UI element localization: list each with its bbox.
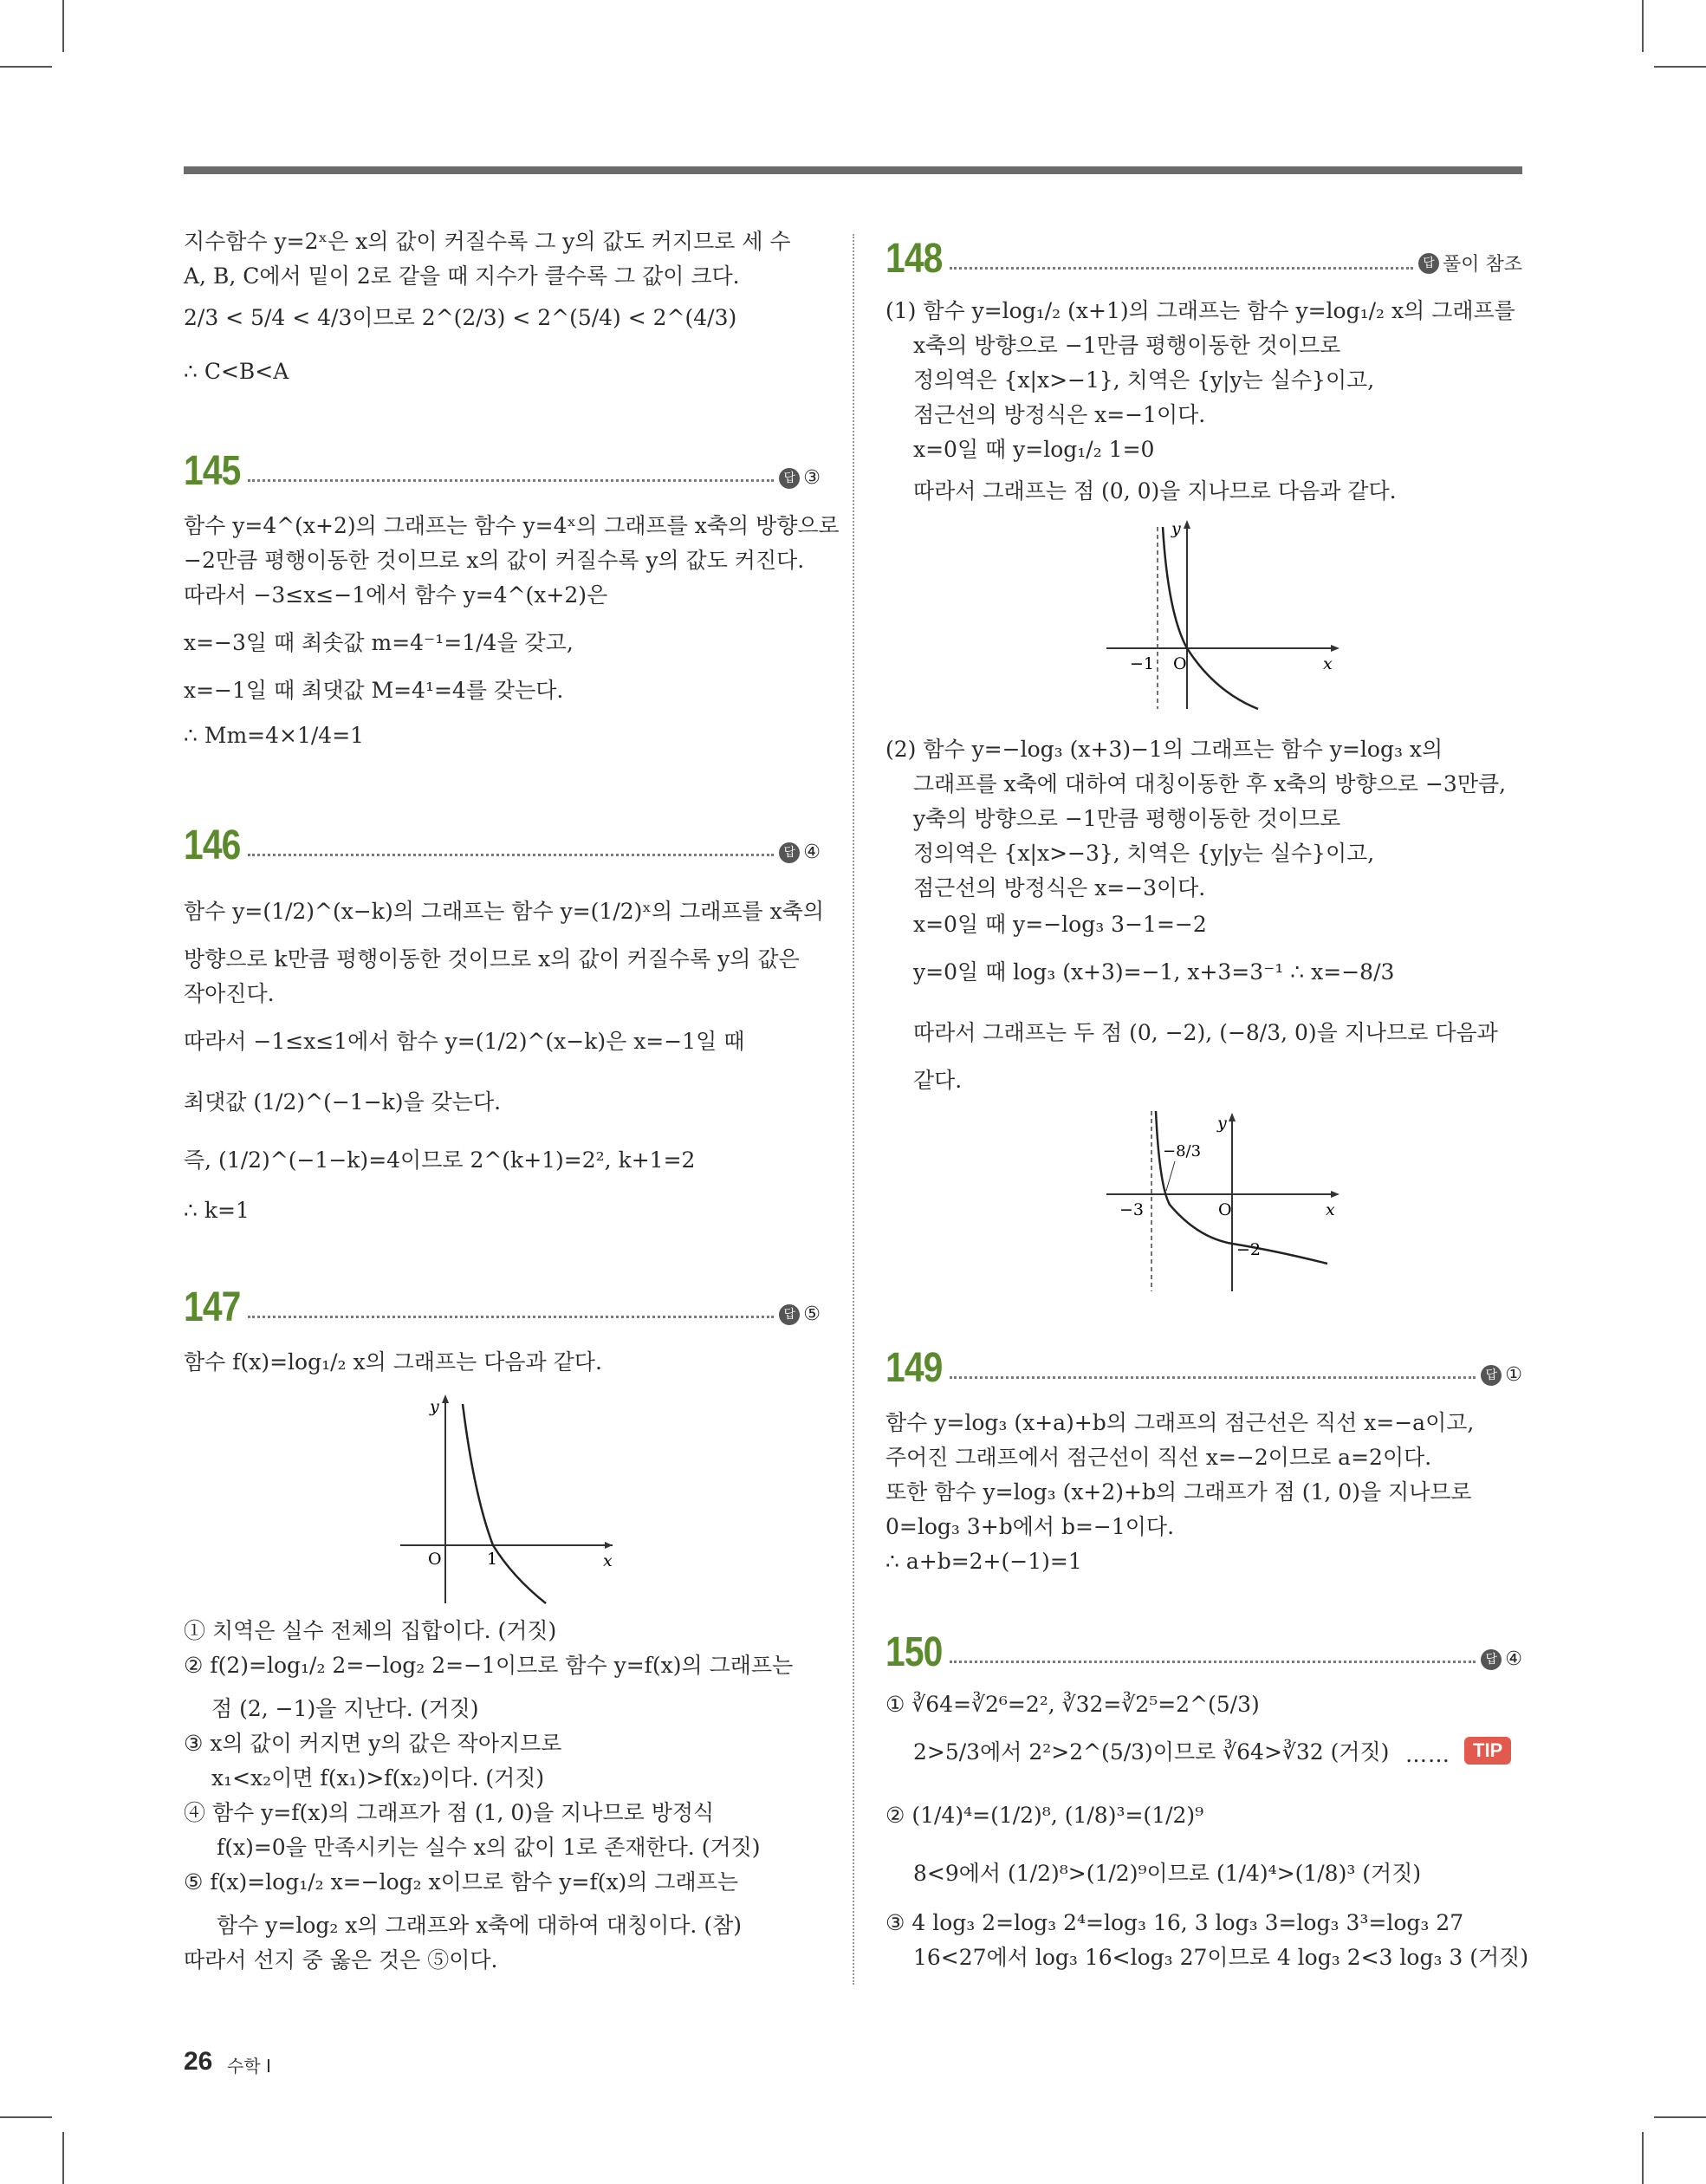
origin-label: O [428,1550,442,1569]
page-number: 26 [184,2047,213,2076]
text-line: 점근선의 방정식은 x=−1이다. [913,402,1206,427]
answer [1481,1648,1522,1670]
text-line: 함수 y=(1/2)^(x−k)의 그래프는 함수 y=(1/2)ˣ의 그래프를 x축의 [184,899,825,924]
leader-dots [950,1661,1476,1663]
problem-number: 146 [184,822,241,868]
answer [1418,250,1522,276]
text-line: ⑤ f(x)=log₁/₂ x=−log₂ x이므로 함수 y=f(x)의 그래프는 [184,1869,739,1895]
text-line: x=0일 때 y=log₁/₂ 1=0 [913,437,1155,462]
text-line: 0=log₃ 3+b에서 b=−1이다. [885,1514,1175,1539]
tick-label: −1 [1130,654,1155,673]
text-line: 점근선의 방정식은 x=−3이다. [913,875,1206,900]
answer-value: ④ [803,842,821,863]
text-line: f(x)=0을 만족시키는 실수 x의 값이 1로 존재한다. (거짓) [217,1835,761,1860]
tick-label-fraction: −8/3 [1163,1142,1202,1160]
answer-value: ① [1505,1364,1522,1386]
tick-label-x: −3 [1119,1200,1145,1219]
answer-value: 풀이 참조 [1442,254,1522,276]
text-line: 방향으로 k만큼 평행이동한 것이므로 x의 값이 커질수록 y의 값은 [184,946,800,972]
answer-value: ③ [803,467,821,489]
text-line: ④ 함수 y=f(x)의 그래프가 점 (1, 0)을 지나므로 방정식 [184,1800,715,1825]
leader-dots [950,267,1413,270]
text-line: 따라서 −1≤x≤1에서 함수 y=(1/2)^(x−k)은 x=−1일 때 [184,1029,745,1054]
crop-mark [0,66,52,68]
y-axis-label: y [1171,519,1181,538]
text-line: x=−1일 때 최댓값 M=4¹=4를 갖는다. [184,678,564,703]
problem-number: 147 [184,1284,241,1330]
answer [779,1303,821,1325]
header-rule [184,166,1522,174]
text-line: 따라서 그래프는 두 점 (0, −2), (−8/3, 0)을 지나므로 다음과 [913,1020,1498,1045]
text-line: ③ x의 값이 커지면 y의 값은 작아지므로 [184,1731,562,1756]
answer-icon: 답 [779,1304,800,1325]
answer-icon: 답 [1418,253,1439,274]
text-line: (1) 함수 y=log₁/₂ (x+1)의 그래프는 함수 y=log₁/₂ x의 그래프를 [885,298,1515,323]
text-line: 함수 y=log₃ (x+a)+b의 그래프의 점근선은 직선 x=−a이고, [885,1410,1475,1435]
tick-label: 1 [487,1550,498,1569]
y-axis-label: y [1217,1114,1227,1133]
problem-number: 145 [184,448,241,494]
text-line: x축의 방향으로 −1만큼 평행이동한 것이므로 [913,333,1341,358]
answer-icon: 답 [1481,1649,1502,1670]
text-line: x=−3일 때 최솟값 m=4⁻¹=1/4을 갖고, [184,630,574,655]
problem-148-header [885,230,1522,282]
text-line: (2) 함수 y=−log₃ (x+3)−1의 그래프는 함수 y=log₃ x의 [885,737,1443,762]
problem-149-header [885,1339,1522,1391]
text-line: 따라서 −3≤x≤−1에서 함수 y=4^(x+2)은 [184,582,608,608]
text-line: 즉, (1/2)^(−1−k)=4이므로 2^(k+1)=2², k+1=2 [184,1147,696,1173]
leader-dots [950,1376,1476,1379]
problem-number: 149 [885,1345,943,1391]
text-line: y축의 방향으로 −1만큼 평행이동한 것이므로 [913,806,1341,831]
text-line: 또한 함수 y=log₃ (x+2)+b의 그래프가 점 (1, 0)을 지나므로 [885,1479,1472,1505]
leader-dots [248,854,774,856]
text-line: ② f(2)=log₁/₂ 2=−log₂ 2=−1이므로 함수 y=f(x)의 그래프는 [184,1653,794,1678]
text-line: 같다. [913,1068,963,1093]
problem-147-header [184,1278,821,1330]
origin-label: O [1173,654,1187,673]
origin-label: O [1218,1200,1232,1219]
tick-label-y: −2 [1236,1240,1262,1259]
crop-mark [62,2132,64,2184]
text-line: ∴ C<B<A [184,359,289,384]
answer-icon: 답 [779,468,800,489]
text-line: 2/3 < 5/4 < 4/3이므로 2^(2/3) < 2^(5/4) < 2^(4/3) [184,305,737,330]
problem-number: 150 [885,1629,943,1675]
text-line: 2>5/3에서 2²>2^(5/3)이므로 ∛64>∛32 (거짓) [913,1739,1390,1765]
x-axis-label: x [1323,654,1333,673]
answer-value: ⑤ [803,1303,821,1325]
text-line: ③ 4 log₃ 2=log₃ 2⁴=log₃ 16, 3 log₃ 3=log₃ 3³=log₃ 27 [885,1910,1464,1935]
answer-icon: 답 [779,842,800,863]
text-line: x₁<x₂이면 f(x₁)>f(x₂)이다. (거짓) [211,1765,545,1791]
text-line: ① ∛64=∛2⁶=2², ∛32=∛2⁵=2^(5/3) [885,1692,1260,1717]
text-line: 함수 f(x)=log₁/₂ x의 그래프는 다음과 같다. [184,1349,602,1375]
text-line: 따라서 선지 중 옳은 것은 ⑤이다. [184,1947,498,1973]
crop-mark [1642,2132,1644,2184]
answer-icon: 답 [1481,1365,1502,1386]
text-line: 점 (2, −1)을 지난다. (거짓) [211,1696,479,1721]
problem-150-header [885,1623,1522,1675]
text-line: ∴ a+b=2+(−1)=1 [885,1549,1082,1574]
graph-147 [392,1391,617,1608]
x-axis-label: x [1326,1200,1335,1219]
text-line: 지수함수 y=2ˣ은 x의 값이 커질수록 그 y의 값도 커지므로 세 수 [184,229,791,254]
text-line: x=0일 때 y=−log₃ 3−1=−2 [913,912,1207,937]
problem-146-header [184,816,821,868]
y-axis-label: y [430,1397,439,1416]
x-axis-label: x [603,1551,613,1570]
answer [1481,1364,1522,1386]
crop-mark [0,2116,52,2118]
answer [779,842,821,863]
text-line: 16<27에서 log₃ 16<log₃ 27이므로 4 log₃ 2<3 log₃ 3 (거짓) [913,1945,1529,1970]
text-line: 함수 y=log₂ x의 그래프와 x축에 대하여 대칭이다. (참) [217,1913,742,1938]
text-line: 8<9에서 (1/2)⁸>(1/2)⁹이므로 (1/4)⁴>(1/8)³ (거짓) [913,1861,1422,1886]
tip-badge: TIP [1464,1737,1511,1765]
column-divider [853,234,854,1985]
crop-mark [62,0,64,52]
text-line: 그래프를 x축에 대하여 대칭이동한 후 x축의 방향으로 −3만큼, [913,771,1507,796]
answer [779,467,821,489]
text-line: ② (1/4)⁴=(1/2)⁸, (1/8)³=(1/2)⁹ [885,1803,1204,1828]
problem-number: 148 [885,236,943,282]
text-line: −2만큼 평행이동한 것이므로 x의 값이 커질수록 y의 값도 커진다. [184,548,805,573]
text-line: ∴ k=1 [184,1198,250,1223]
text-line: ∴ Mm=4×1/4=1 [184,723,365,748]
text-line: 함수 y=4^(x+2)의 그래프는 함수 y=4ˣ의 그래프를 x축의 방향으로 [184,513,840,538]
text-line: 정의역은 {x|x>−3}, 치역은 {y|y는 실수}이고, [913,841,1375,866]
crop-mark [1642,0,1644,52]
leader-dots [248,479,774,482]
text-line: 작아진다. [184,981,275,1006]
text-line: 주어진 그래프에서 점근선이 직선 x=−2이므로 a=2이다. [885,1445,1432,1470]
subject-label: 수학 I [227,2056,271,2077]
crop-mark [1654,66,1706,68]
answer-value: ④ [1505,1648,1522,1670]
graph-148-2 [1102,1108,1345,1294]
text-line: 최댓값 (1/2)^(−1−k)을 갖는다. [184,1089,502,1115]
problem-145-header [184,442,821,494]
crop-mark [1654,2116,1706,2118]
text-line: 따라서 그래프는 점 (0, 0)을 지나므로 다음과 같다. [913,478,1397,504]
graph-148-1 [1102,518,1345,713]
text-line: y=0일 때 log₃ (x+3)=−1, x+3=3⁻¹ ∴ x=−8/3 [913,959,1395,985]
text-line: A, B, C에서 밑이 2로 같을 때 지수가 클수록 그 값이 크다. [184,263,740,289]
text-line: ① 치역은 실수 전체의 집합이다. (거짓) [184,1618,557,1643]
leader-dots [248,1316,774,1318]
text-line: 정의역은 {x|x>−1}, 치역은 {y|y는 실수}이고, [913,367,1375,393]
tip-dots: …… [1405,1742,1450,1767]
